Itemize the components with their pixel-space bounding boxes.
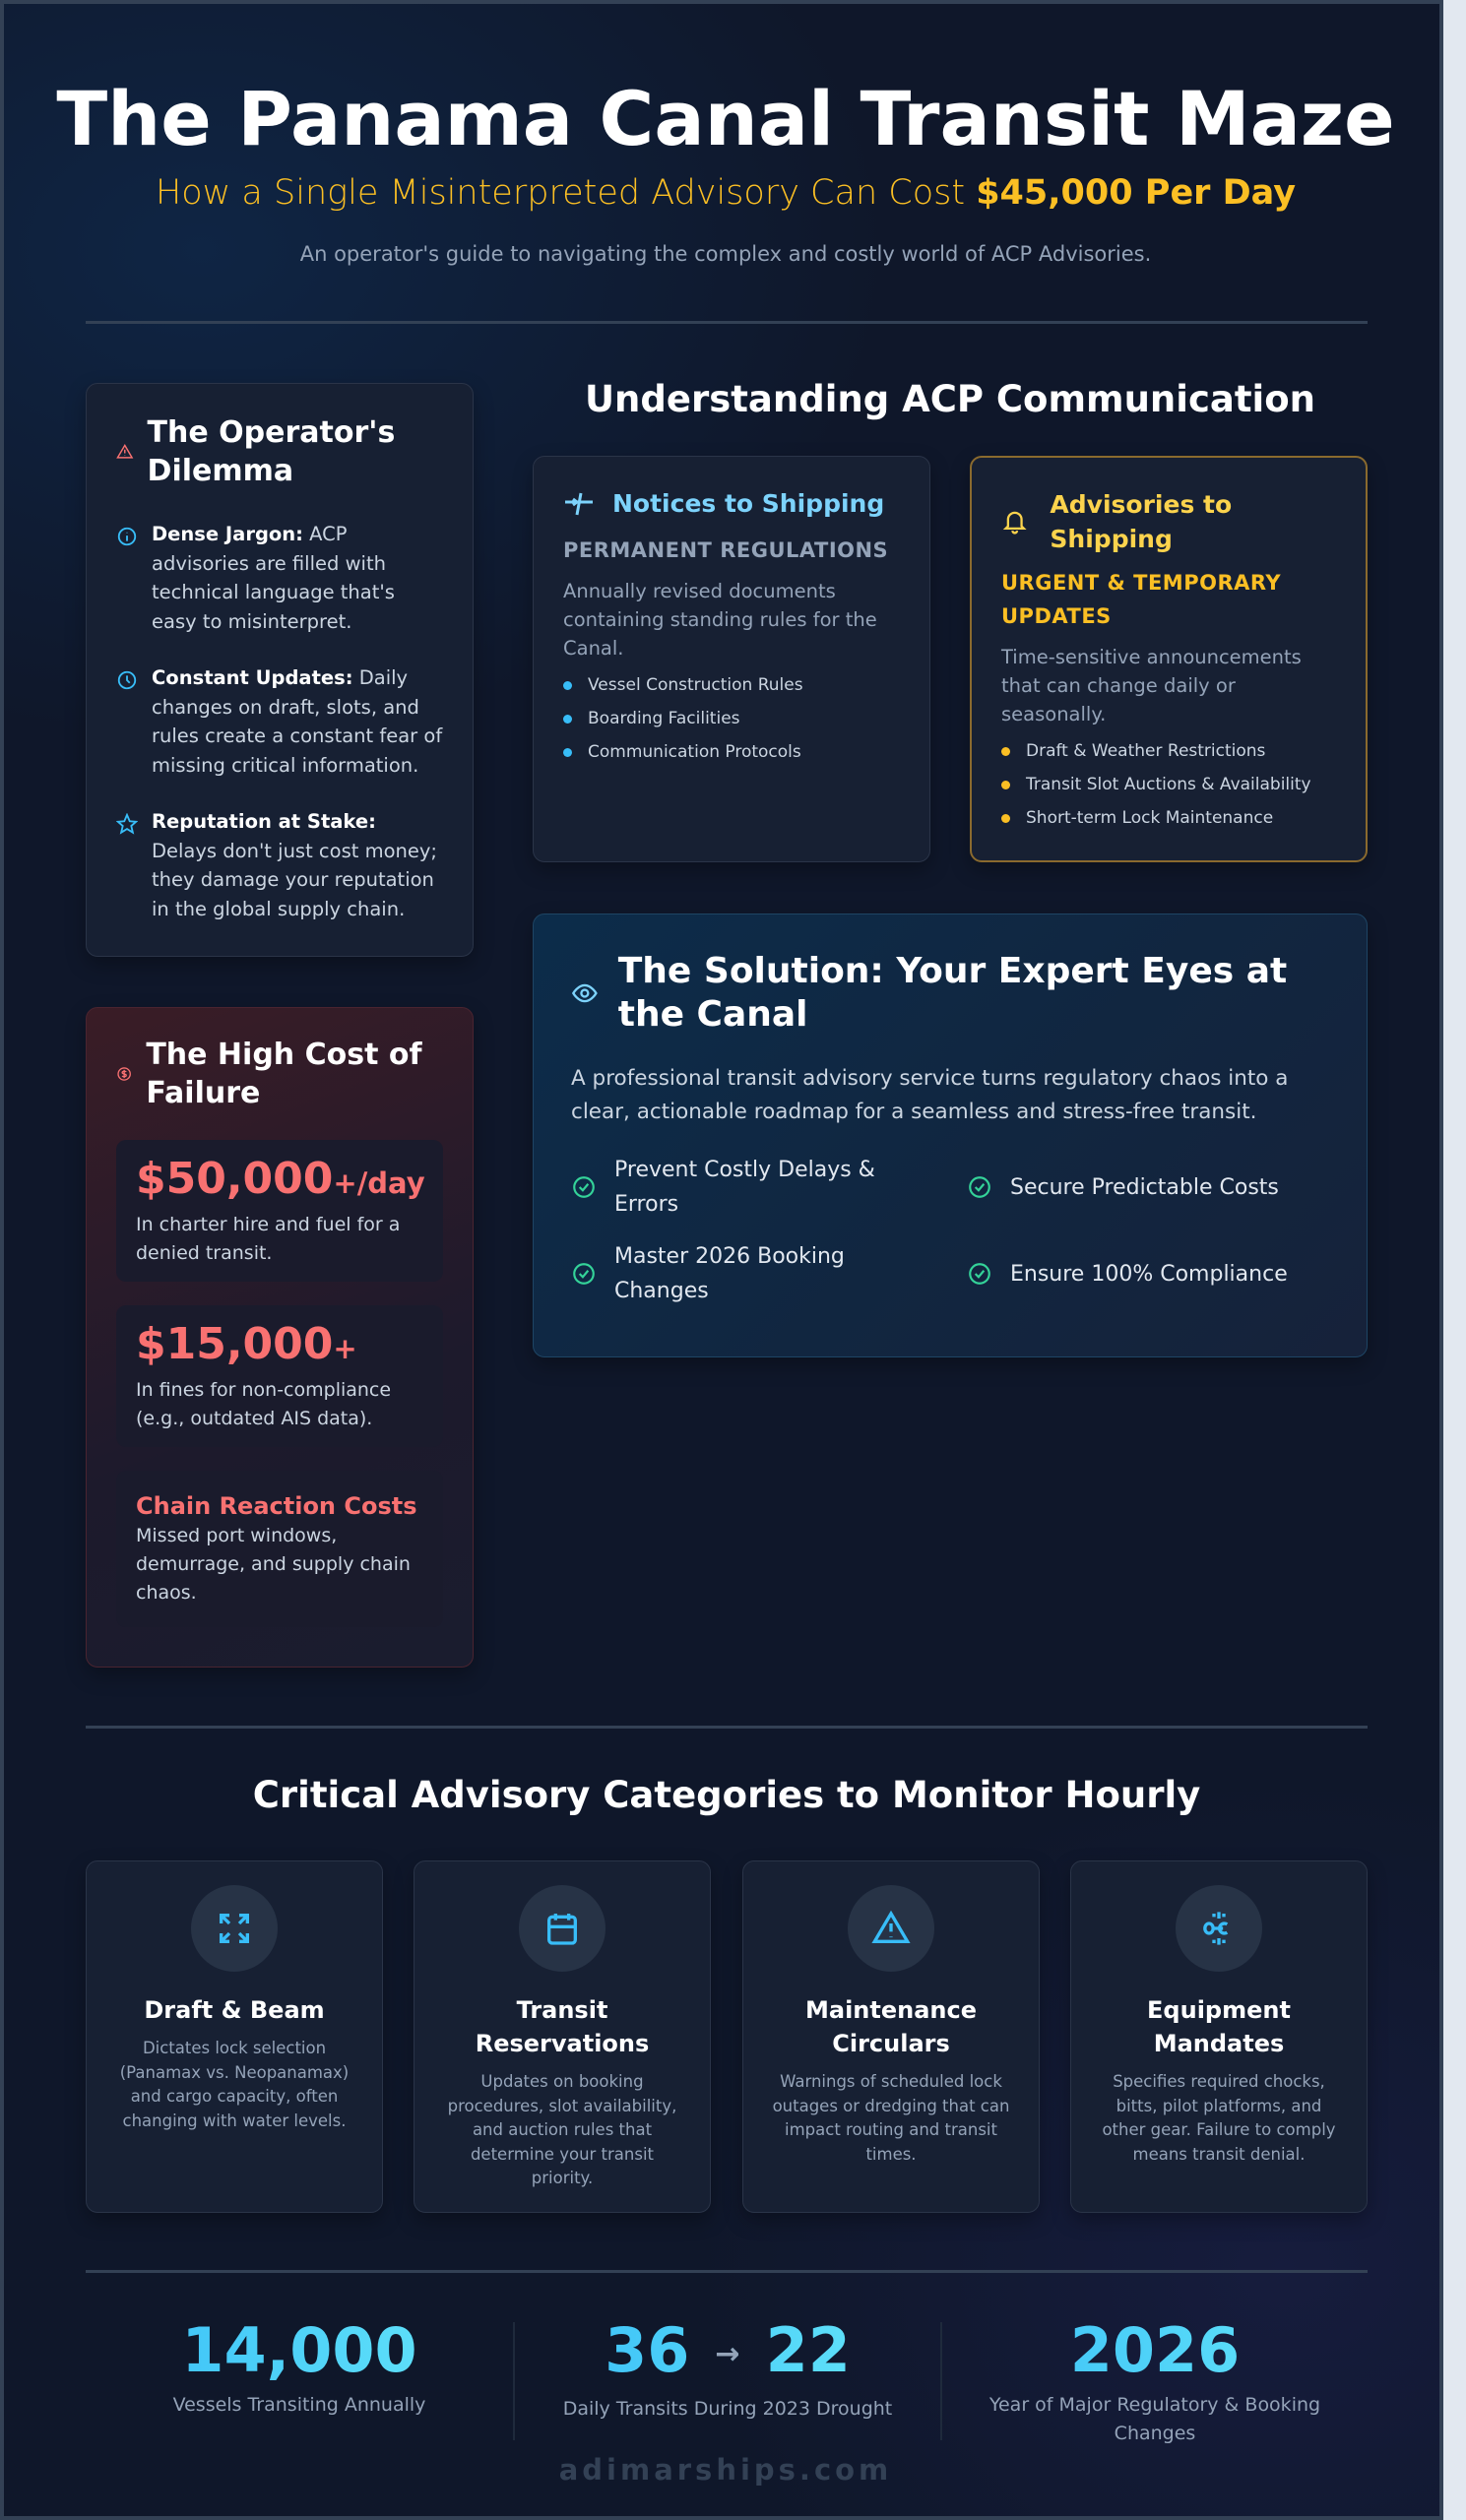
cost-text: In fines for non-compliance (e.g., outdated AIS data). — [136, 1379, 392, 1429]
dilemma-item — [116, 663, 443, 780]
check-circle-icon — [967, 1174, 992, 1200]
feature-text: Ensure 100% Compliance — [1010, 1261, 1288, 1287]
cost-suffix: + — [333, 1332, 357, 1365]
cost-item — [116, 1471, 443, 1627]
solution-title: The Solution: Your Expert Eyes at the Canal — [617, 951, 1288, 1035]
divider — [86, 321, 1368, 324]
stat-label: Daily Transits During 2023 Drought — [562, 2397, 893, 2420]
high-cost-title: The High Cost of Failure — [146, 1038, 422, 1110]
item-text: Daily changes on draft, slots, and rules create a constant fear of missing critical information. — [152, 666, 443, 777]
notices-card — [533, 456, 930, 862]
feature-item — [967, 1170, 1321, 1205]
notices-title: Notices to Shipping — [612, 489, 885, 518]
list-item — [1001, 734, 1336, 768]
stat-year — [941, 2312, 1369, 2448]
list-item-text: Draft & Weather Restrictions — [1026, 741, 1266, 761]
expand-arrows-icon — [215, 1909, 254, 1948]
footer-brand: adimarships.com — [558, 2453, 893, 2487]
warning-icon — [871, 1909, 911, 1948]
categories-heading: Critical Advisory Categories to Monitor Hourly — [252, 1774, 1201, 1816]
alert-triangle-icon — [116, 440, 134, 464]
item-label: Reputation at Stake: — [152, 810, 376, 833]
stat-label: Year of Major Regulatory & Booking Changes — [988, 2394, 1321, 2444]
acp-heading: Understanding ACP Communication — [585, 378, 1315, 420]
info-icon — [116, 526, 138, 547]
stat-value: 2026 — [941, 2312, 1369, 2389]
cost-item — [116, 1305, 443, 1447]
subtitle-highlight: $45,000 Per Day — [976, 173, 1297, 213]
check-circle-icon — [571, 1261, 597, 1287]
solution-card — [533, 914, 1368, 1357]
cost-value: $50,000 — [136, 1154, 334, 1204]
advisories-list — [1001, 734, 1336, 835]
page-subtitle — [4, 173, 1447, 213]
calendar-icon — [542, 1909, 582, 1948]
list-item — [1001, 768, 1336, 801]
solution-description: A professional transit advisory service turns regulatory chaos into a clear, actionable roadmap for a seamless and stress-free transit. — [571, 1066, 1289, 1124]
advisories-card — [970, 456, 1368, 862]
item-text: ACP advisories are filled with technical language that's easy to misinterpret. — [152, 523, 395, 633]
category-card — [742, 1860, 1040, 2213]
divider — [86, 1726, 1368, 1729]
operators-dilemma-card — [86, 383, 474, 957]
list-item — [1001, 801, 1336, 835]
category-card — [414, 1860, 711, 2213]
category-text: Warnings of scheduled lock outages or dredging that can impact routing and transit times. — [772, 2072, 1010, 2164]
category-text: Dictates lock selection (Panamax vs. Neopanamax) and cargo capacity, often changing with water levels. — [119, 2039, 350, 2130]
advisories-title: Advisories to Shipping — [1050, 490, 1233, 553]
star-icon — [116, 813, 138, 835]
bullet-icon — [563, 748, 572, 757]
dollar-circle-icon — [116, 1063, 132, 1085]
advisories-subtitle: URGENT & TEMPORARY UPDATES — [1001, 571, 1282, 628]
cost-suffix: +/day — [333, 1166, 425, 1200]
list-item-text: Vessel Construction Rules — [588, 675, 803, 695]
feature-text: Prevent Costly Delays & Errors — [614, 1158, 875, 1217]
bullet-icon — [563, 681, 572, 690]
feature-item — [967, 1257, 1321, 1292]
list-item — [563, 702, 900, 735]
bullet-icon — [1001, 781, 1010, 789]
stat-value-from: 36 — [605, 2314, 690, 2386]
category-title: Maintenance Circulars — [804, 1996, 977, 2057]
high-cost-card — [86, 1007, 474, 1668]
cost-item — [116, 1140, 443, 1282]
advisories-description: Time-sensitive announcements that can change daily or seasonally. — [1001, 646, 1302, 725]
eye-icon — [571, 976, 599, 1010]
category-card — [86, 1860, 383, 2213]
check-circle-icon — [967, 1261, 992, 1287]
item-label: Constant Updates: — [152, 666, 353, 689]
tagline: An operator's guide to navigating the complex and costly world of ACP Advisories. — [299, 242, 1152, 266]
list-item — [563, 668, 900, 702]
stat-daily-transits — [514, 2312, 941, 2424]
subtitle-text: How a Single Misinterpreted Advisory Can Cost — [155, 173, 977, 213]
list-item-text: Short-term Lock Maintenance — [1026, 808, 1274, 828]
feature-item — [571, 1153, 967, 1222]
stat-value: 14,000 — [86, 2312, 513, 2389]
page-title: The Panama Canal Transit Maze — [56, 75, 1395, 162]
divider — [86, 2270, 1368, 2273]
equipment-icon — [1199, 1909, 1239, 1948]
category-title: Equipment Mandates — [1147, 1996, 1291, 2057]
notices-description: Annually revised documents containing standing rules for the Canal. — [563, 580, 877, 660]
category-text: Updates on booking procedures, slot availability, and auction rules that determine your transit priority. — [447, 2072, 677, 2187]
check-circle-icon — [571, 1174, 597, 1200]
arrow-right-icon: → — [715, 2336, 740, 2371]
list-item-text: Transit Slot Auctions & Availability — [1026, 775, 1311, 794]
dilemma-item — [116, 520, 443, 636]
category-card — [1070, 1860, 1368, 2213]
cost-text: In charter hire and fuel for a denied transit. — [136, 1214, 401, 1264]
bullet-icon — [563, 715, 572, 724]
cost-value: $15,000 — [136, 1319, 334, 1369]
list-item — [563, 735, 900, 769]
item-label: Dense Jargon: — [152, 523, 303, 545]
stat-vessels — [86, 2312, 513, 2420]
feature-text: Secure Predictable Costs — [1010, 1174, 1279, 1200]
dilemma-title: The Operator's Dilemma — [147, 415, 396, 488]
clock-icon — [116, 669, 138, 691]
item-text: Delays don't just cost money; they damage your reputation in the global supply chain. — [152, 839, 437, 920]
dilemma-item — [116, 807, 443, 923]
cost-text: Missed port windows, demurrage, and supply chain chaos. — [136, 1525, 411, 1604]
ship-anchor-icon — [563, 489, 595, 519]
list-item-text: Communication Protocols — [588, 742, 801, 762]
category-title: Draft & Beam — [144, 1996, 325, 2024]
category-text: Specifies required chocks, bitts, pilot platforms, and other gear. Failure to comply means transit denial. — [1102, 2072, 1336, 2164]
feature-item — [571, 1239, 967, 1308]
notices-list — [563, 668, 900, 769]
stat-label: Vessels Transiting Annually — [172, 2394, 426, 2416]
bell-icon — [1001, 507, 1028, 536]
notices-subtitle: PERMANENT REGULATIONS — [563, 538, 889, 562]
cost-heading: Chain Reaction Costs — [136, 1492, 417, 1520]
bullet-icon — [1001, 814, 1010, 823]
list-item-text: Boarding Facilities — [588, 709, 740, 728]
feature-text: Master 2026 Booking Changes — [614, 1244, 845, 1303]
category-title: Transit Reservations — [475, 1996, 650, 2057]
stat-value-to: 22 — [765, 2314, 851, 2386]
bullet-icon — [1001, 747, 1010, 756]
